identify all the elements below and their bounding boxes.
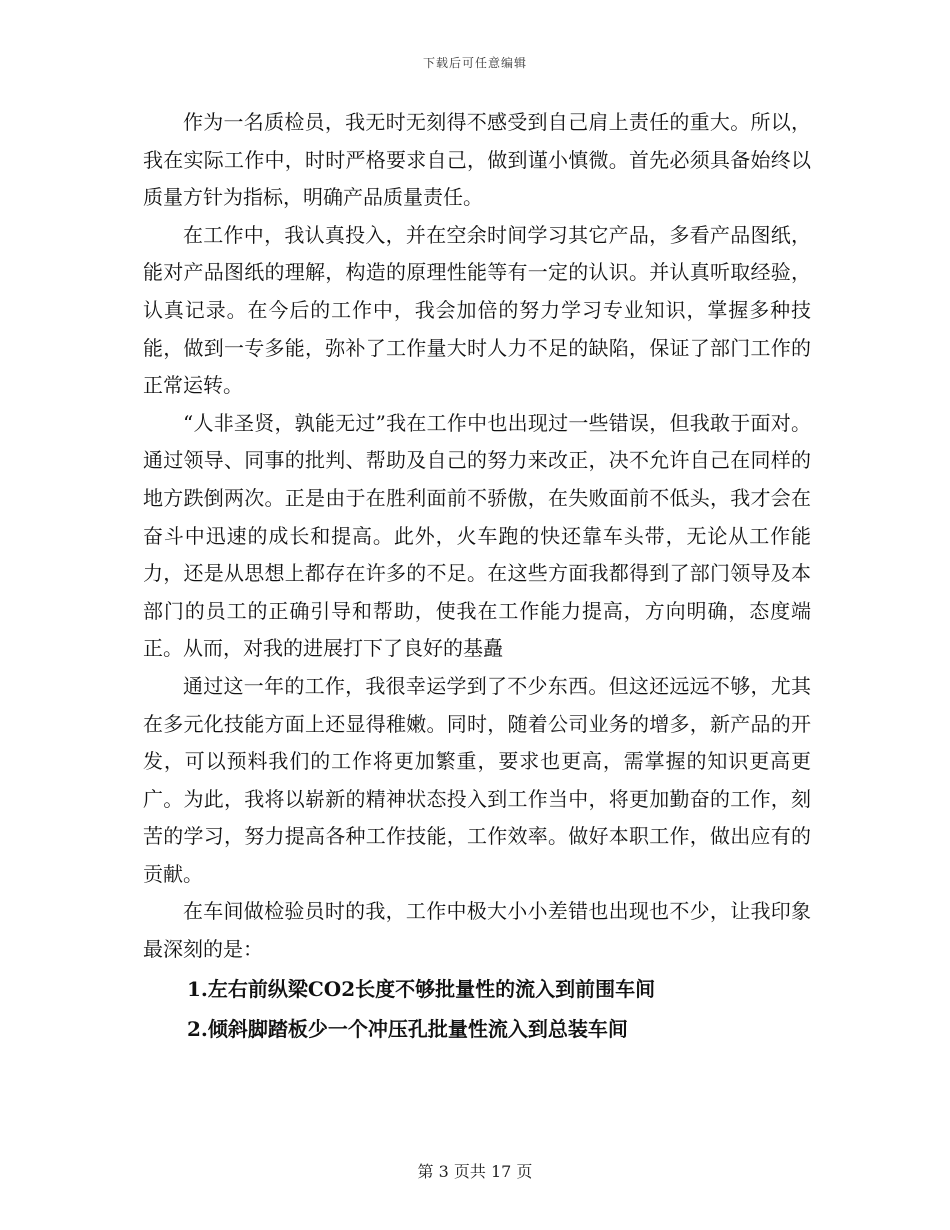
- page-header: 下载后可任意编辑: [422, 56, 527, 70]
- document-body: [143, 104, 811, 1049]
- page-footer: 第 3 页共 17 页: [417, 1162, 533, 1181]
- paragraph-work-learning: 在工作中，我认真投入，并在空余时间学习其它产品，多看产品图纸，能对产品图纸的理解，构造的原理性能等有一定的认识。并认真听取经验，认真记录。在今后的工作中，我会加倍的努力学习专业知识，掌握多种技能，做到一专多能，弥补了工作量大时人力不足的缺陷，保证了部门工作的正常运转。: [143, 222, 811, 398]
- paragraph-mistakes-growth: “人非圣贤，孰能无过”我在工作中也出现过一些错误，但我敢于面对。通过领导、同事的批判、帮助及自己的努力来改正，决不允许自己在同样的地方跌倒两次。正是由于在胜利面前不骄傲，在失败面前不低头，我才会在奋斗中迅速的成长和提高。此外，火车跑的快还靠车头带，无论从工作能力，还是从思想上都存在许多的不足。在这些方面我都得到了部门领导及本部门的员工的正确引导和帮助，使我在工作能力提高，方向明确，态度端正。从而，对我的进展打下了良好的基矗: [143, 410, 811, 661]
- paragraph-workshop-errors: 在车间做检验员时的我，工作中极大小小差错也出现也不少，让我印象最深刻的是：: [143, 899, 811, 962]
- list-item-error-1: 1.左右前纵梁CO2长度不够批量性的流入到前围车间: [187, 976, 656, 1001]
- paragraph-quality-inspector-role: 作为一名质检员，我无时无刻得不感受到自己肩上责任的重大。所以，我在实际工作中，时时严格要求自己，做到谨小慎微。首先必须具备始终以质量方针为指标，明确产品质量责任。: [143, 110, 811, 210]
- paragraph-year-summary: 通过这一年的工作，我很幸运学到了不少东西。但这还远远不够，尤其在多元化技能方面上还显得稚嫩。同时，随着公司业务的增多，新产品的开发，可以预料我们的工作将更加繁重，要求也更高，需掌握的知识更高更广。为此，我将以崭新的精神状态投入到工作当中，将更加勤奋的工作，刻苦的学习，努力提高各种工作技能，工作效率。做好本职工作，做出应有的贡献。: [143, 673, 811, 886]
- list-item-error-2: 2.倾斜脚踏板少一个冲压孔批量性流入到总装车间: [187, 1016, 628, 1041]
